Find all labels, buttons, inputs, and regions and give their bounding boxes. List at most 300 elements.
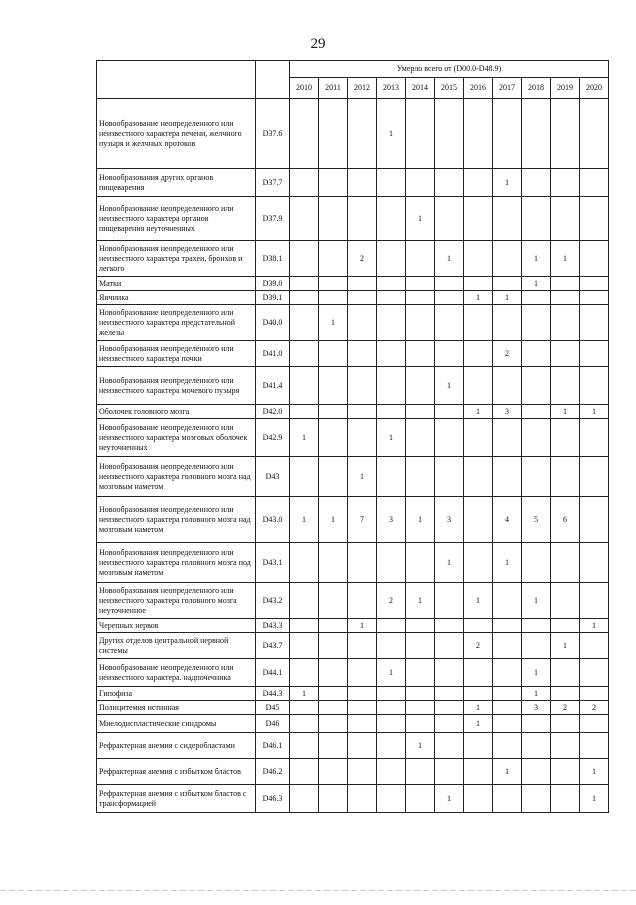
death-count-cell [464, 543, 493, 583]
death-count-cell [377, 543, 406, 583]
death-count-cell [580, 341, 609, 367]
diagnosis-name-cell: Новообразования неопределенного или неизвестного характера головного мозга над мозговым наметом [97, 497, 256, 543]
icd-code-cell: D37.9 [256, 197, 290, 241]
death-count-cell [435, 305, 464, 341]
death-count-cell [406, 169, 435, 197]
death-count-cell [290, 277, 319, 291]
death-count-cell [348, 197, 377, 241]
death-count-cell: 1 [290, 419, 319, 457]
icd-code-cell: D46.1 [256, 733, 290, 759]
death-count-cell [319, 457, 348, 497]
death-count-cell [464, 497, 493, 543]
table-row [97, 687, 609, 701]
death-count-cell [406, 701, 435, 715]
death-count-cell [348, 305, 377, 341]
death-count-cell [522, 169, 551, 197]
death-count-cell: 2 [377, 583, 406, 619]
death-count-cell [464, 277, 493, 291]
death-count-cell [551, 305, 580, 341]
death-count-cell [377, 241, 406, 277]
mortality-table [96, 60, 609, 813]
icd-code-cell: D38.1 [256, 241, 290, 277]
death-count-cell [580, 583, 609, 619]
diagnosis-name-cell: Новообразование неопределенного или неизвестного характера органов пищеварения неуточненных [97, 197, 256, 241]
death-count-cell [464, 619, 493, 633]
table-row [97, 583, 609, 619]
icd-code-cell: D43 [256, 457, 290, 497]
death-count-cell [290, 733, 319, 759]
death-count-cell: 2 [493, 341, 522, 367]
diagnosis-name-cell: Рефрактерная анемия с сидеробластами [97, 733, 256, 759]
death-count-cell: 5 [522, 497, 551, 543]
death-count-cell [377, 715, 406, 733]
death-count-cell [435, 619, 464, 633]
death-count-cell: 1 [580, 619, 609, 633]
death-count-cell: 1 [493, 291, 522, 305]
death-count-cell [580, 305, 609, 341]
death-count-cell [290, 197, 319, 241]
death-count-cell: 1 [493, 169, 522, 197]
death-count-cell [580, 197, 609, 241]
death-count-cell [406, 457, 435, 497]
death-count-cell [406, 785, 435, 813]
death-count-cell [319, 291, 348, 305]
death-count-cell [290, 305, 319, 341]
death-count-cell [493, 99, 522, 169]
death-count-cell [522, 543, 551, 583]
death-count-cell [348, 715, 377, 733]
death-count-cell: 1 [464, 701, 493, 715]
death-count-cell [290, 701, 319, 715]
diagnosis-name-cell: Других отделов центральной нервной системы [97, 633, 256, 659]
death-count-cell: 1 [522, 241, 551, 277]
diagnosis-name-cell: Рефрактерная анемия с избытком бластов с трансформацией [97, 785, 256, 813]
death-count-cell [493, 367, 522, 405]
death-count-cell [406, 715, 435, 733]
death-count-cell [406, 687, 435, 701]
death-count-cell [377, 341, 406, 367]
death-count-cell [348, 759, 377, 785]
table-row [97, 633, 609, 659]
death-count-cell [435, 457, 464, 497]
death-count-cell [522, 405, 551, 419]
table-row [97, 405, 609, 419]
death-count-cell [522, 419, 551, 457]
table-row [97, 543, 609, 583]
diagnosis-name-cell: Новообразования других органов пищеварения [97, 169, 256, 197]
death-count-cell [551, 687, 580, 701]
death-count-cell [522, 733, 551, 759]
death-count-cell [551, 169, 580, 197]
death-count-cell [319, 99, 348, 169]
death-count-cell: 1 [464, 291, 493, 305]
death-count-cell: 1 [377, 419, 406, 457]
death-count-cell: 1 [319, 305, 348, 341]
death-count-cell [580, 241, 609, 277]
diagnosis-name-cell: Новообразование неопределенного или неизвестного характера печени, желчного пузыря и желчных протоков [97, 99, 256, 169]
death-count-cell [435, 633, 464, 659]
death-count-cell [406, 419, 435, 457]
diagnosis-name-cell: Оболочек головного мозга [97, 405, 256, 419]
death-count-cell [377, 305, 406, 341]
death-count-cell [580, 277, 609, 291]
death-count-cell: 1 [522, 687, 551, 701]
death-count-cell [522, 785, 551, 813]
icd-code-cell: D43.7 [256, 633, 290, 659]
header-year: 2011 [319, 78, 348, 99]
death-count-cell [319, 733, 348, 759]
death-count-cell [580, 543, 609, 583]
death-count-cell: 1 [435, 785, 464, 813]
death-count-cell [290, 659, 319, 687]
death-count-cell [464, 241, 493, 277]
death-count-cell [319, 405, 348, 419]
death-count-cell [290, 241, 319, 277]
death-count-cell: 1 [551, 241, 580, 277]
death-count-cell: 1 [406, 197, 435, 241]
death-count-cell [348, 543, 377, 583]
death-count-cell [319, 659, 348, 687]
death-count-cell [348, 341, 377, 367]
death-count-cell [290, 367, 319, 405]
death-count-cell [377, 277, 406, 291]
death-count-cell [435, 715, 464, 733]
death-count-cell [348, 733, 377, 759]
death-count-cell: 3 [522, 701, 551, 715]
diagnosis-name-cell: Новообразования неопределенного или неизвестного характера трахеи, бронхов и легкого [97, 241, 256, 277]
icd-code-cell: D41.0 [256, 341, 290, 367]
death-count-cell [464, 367, 493, 405]
death-count-cell [377, 197, 406, 241]
table-row [97, 291, 609, 305]
death-count-cell: 1 [406, 583, 435, 619]
icd-code-cell: D37.6 [256, 99, 290, 169]
icd-code-cell: D46.3 [256, 785, 290, 813]
death-count-cell [493, 733, 522, 759]
death-count-cell [348, 583, 377, 619]
death-count-cell [464, 659, 493, 687]
death-count-cell [290, 759, 319, 785]
icd-code-cell: D46.2 [256, 759, 290, 785]
icd-code-cell: D45 [256, 701, 290, 715]
death-count-cell: 1 [348, 457, 377, 497]
header-year: 2018 [522, 78, 551, 99]
death-count-cell: 1 [377, 99, 406, 169]
scan-artifact-line [0, 890, 636, 891]
death-count-cell [435, 405, 464, 419]
death-count-cell [435, 583, 464, 619]
diagnosis-name-cell: Гипофиза [97, 687, 256, 701]
death-count-cell [290, 291, 319, 305]
death-count-cell [551, 733, 580, 759]
icd-code-cell: D39.1 [256, 291, 290, 305]
diagnosis-name-cell: Новообразования неопределенного или неизвестного характера мочевого пузыря [97, 367, 256, 405]
death-count-cell [580, 497, 609, 543]
death-count-cell [435, 277, 464, 291]
diagnosis-name-cell: Новообразование неопределенного или неизвестного характера предстательной железы [97, 305, 256, 341]
death-count-cell [493, 305, 522, 341]
death-count-cell [551, 457, 580, 497]
death-count-cell [580, 367, 609, 405]
death-count-cell [493, 619, 522, 633]
death-count-cell [348, 785, 377, 813]
death-count-cell [319, 701, 348, 715]
header-year: 2012 [348, 78, 377, 99]
death-count-cell [319, 277, 348, 291]
death-count-cell [493, 583, 522, 619]
death-count-cell [493, 659, 522, 687]
icd-code-cell: D41.4 [256, 367, 290, 405]
death-count-cell [580, 715, 609, 733]
death-count-cell [377, 733, 406, 759]
death-count-cell [551, 785, 580, 813]
death-count-cell: 2 [580, 701, 609, 715]
icd-code-cell: D39.0 [256, 277, 290, 291]
death-count-cell [464, 759, 493, 785]
death-count-cell [319, 759, 348, 785]
death-count-cell [319, 633, 348, 659]
death-count-cell: 6 [551, 497, 580, 543]
death-count-cell [522, 341, 551, 367]
death-count-cell [348, 419, 377, 457]
death-count-cell [464, 305, 493, 341]
death-count-cell [435, 197, 464, 241]
death-count-cell [493, 277, 522, 291]
table-row [97, 659, 609, 687]
death-count-cell [435, 701, 464, 715]
diagnosis-name-cell: Новообразования неопределенного или неизвестного характера головного мозга неуточненное [97, 583, 256, 619]
icd-code-cell: D43.1 [256, 543, 290, 583]
table-row [97, 277, 609, 291]
death-count-cell [319, 197, 348, 241]
death-count-cell [406, 99, 435, 169]
table-row [97, 733, 609, 759]
death-count-cell: 1 [551, 633, 580, 659]
death-count-cell [522, 291, 551, 305]
death-count-cell [435, 341, 464, 367]
death-count-cell [435, 291, 464, 305]
death-count-cell [319, 543, 348, 583]
death-count-cell [464, 169, 493, 197]
death-count-cell [290, 715, 319, 733]
death-count-cell [377, 291, 406, 305]
death-count-cell [290, 543, 319, 583]
header-code-cell [256, 61, 290, 99]
death-count-cell [435, 169, 464, 197]
death-count-cell [551, 659, 580, 687]
death-count-cell [551, 99, 580, 169]
death-count-cell: 3 [435, 497, 464, 543]
death-count-cell: 1 [522, 583, 551, 619]
death-count-cell [493, 715, 522, 733]
death-count-cell [522, 759, 551, 785]
death-count-cell [551, 419, 580, 457]
death-count-cell: 1 [464, 405, 493, 419]
death-count-cell [377, 759, 406, 785]
death-count-cell: 1 [580, 405, 609, 419]
icd-code-cell: D46 [256, 715, 290, 733]
death-count-cell [551, 715, 580, 733]
diagnosis-name-cell: Полицитемия истинная [97, 701, 256, 715]
death-count-cell [406, 759, 435, 785]
death-count-cell [290, 583, 319, 619]
death-count-cell [580, 99, 609, 169]
death-count-cell [319, 367, 348, 405]
death-count-cell [464, 687, 493, 701]
death-count-cell [290, 457, 319, 497]
table-row [97, 341, 609, 367]
icd-code-cell: D44.3 [256, 687, 290, 701]
death-count-cell [580, 659, 609, 687]
death-count-cell [435, 99, 464, 169]
death-count-cell [290, 169, 319, 197]
death-count-cell [522, 715, 551, 733]
death-count-cell: 2 [464, 633, 493, 659]
death-count-cell [493, 633, 522, 659]
diagnosis-name-cell: Новообразования неопределенного или неизвестного характера почки [97, 341, 256, 367]
death-count-cell: 1 [580, 759, 609, 785]
table-row [97, 241, 609, 277]
death-count-cell [464, 197, 493, 241]
icd-code-cell: D43.2 [256, 583, 290, 619]
death-count-cell [348, 169, 377, 197]
death-count-cell [522, 367, 551, 405]
death-count-cell: 1 [493, 543, 522, 583]
death-count-cell [290, 633, 319, 659]
death-count-cell [290, 99, 319, 169]
table-row [97, 759, 609, 785]
death-count-cell [464, 733, 493, 759]
death-count-cell [580, 733, 609, 759]
death-count-cell: 1 [522, 659, 551, 687]
death-count-cell [348, 277, 377, 291]
death-count-cell [580, 457, 609, 497]
death-count-cell: 1 [319, 497, 348, 543]
death-count-cell [522, 197, 551, 241]
death-count-cell [348, 367, 377, 405]
death-count-cell [406, 619, 435, 633]
death-count-cell [377, 687, 406, 701]
header-year: 2015 [435, 78, 464, 99]
diagnosis-name-cell: Новообразование неопределенного или неизвестного характера мозговых оболочек неуточненных [97, 419, 256, 457]
death-count-cell [464, 457, 493, 497]
table-row [97, 715, 609, 733]
death-count-cell [406, 291, 435, 305]
death-count-cell [290, 785, 319, 813]
death-count-cell [406, 405, 435, 419]
death-count-cell [435, 687, 464, 701]
death-count-cell [406, 543, 435, 583]
death-count-cell [348, 633, 377, 659]
diagnosis-name-cell: Новообразования неопределенного или неизвестного характера головного мозга под мозговым наметом [97, 543, 256, 583]
header-year: 2013 [377, 78, 406, 99]
page-number: 29 [310, 36, 326, 52]
death-count-cell [551, 583, 580, 619]
diagnosis-name-cell: Новообразования неопределенного или неизвестного характера головного мозга над мозговым наметом [97, 457, 256, 497]
diagnosis-name-cell: Новообразование неопределенного или неизвестного характера. надпочечника [97, 659, 256, 687]
death-count-cell [377, 785, 406, 813]
death-count-cell [580, 169, 609, 197]
death-count-cell: 3 [377, 497, 406, 543]
table-row [97, 457, 609, 497]
death-count-cell [551, 341, 580, 367]
death-count-cell: 1 [435, 543, 464, 583]
death-count-cell [551, 543, 580, 583]
death-count-cell [406, 277, 435, 291]
header-year: 2017 [493, 78, 522, 99]
table-row [97, 419, 609, 457]
death-count-cell [551, 619, 580, 633]
header-year: 2010 [290, 78, 319, 99]
death-count-cell [348, 659, 377, 687]
table-row [97, 785, 609, 813]
death-count-cell [435, 659, 464, 687]
death-count-cell [435, 759, 464, 785]
death-count-cell: 1 [493, 759, 522, 785]
death-count-cell: 1 [435, 241, 464, 277]
death-count-cell: 1 [377, 659, 406, 687]
header-group-title: Умерло всего от (D00.0-D48.9) [290, 61, 609, 78]
death-count-cell [493, 785, 522, 813]
icd-code-cell: D44.1 [256, 659, 290, 687]
death-count-cell [551, 197, 580, 241]
death-count-cell [551, 277, 580, 291]
header-year: 2019 [551, 78, 580, 99]
death-count-cell [377, 169, 406, 197]
death-count-cell [290, 619, 319, 633]
death-count-cell [580, 291, 609, 305]
table-row [97, 367, 609, 405]
death-count-cell [406, 633, 435, 659]
death-count-cell [377, 701, 406, 715]
death-count-cell [522, 457, 551, 497]
death-count-cell [435, 733, 464, 759]
death-count-cell [348, 405, 377, 419]
table-row [97, 619, 609, 633]
death-count-cell [290, 341, 319, 367]
death-count-cell [464, 785, 493, 813]
table-row [97, 169, 609, 197]
death-count-cell: 1 [464, 715, 493, 733]
header-year: 2020 [580, 78, 609, 99]
death-count-cell [551, 291, 580, 305]
death-count-cell: 1 [406, 733, 435, 759]
death-count-cell [580, 633, 609, 659]
diagnosis-name-cell: Матки [97, 277, 256, 291]
table-row [97, 197, 609, 241]
death-count-cell [319, 583, 348, 619]
diagnosis-name-cell: Миелодиспластические синдромы [97, 715, 256, 733]
icd-code-cell: D37.7 [256, 169, 290, 197]
death-count-cell [348, 99, 377, 169]
death-count-cell [319, 169, 348, 197]
death-count-cell [319, 419, 348, 457]
death-count-cell [319, 619, 348, 633]
death-count-cell: 1 [522, 277, 551, 291]
death-count-cell: 1 [406, 497, 435, 543]
death-count-cell [493, 419, 522, 457]
diagnosis-name-cell: Черепных нервов [97, 619, 256, 633]
death-count-cell [464, 341, 493, 367]
header-year: 2014 [406, 78, 435, 99]
death-count-cell [406, 305, 435, 341]
diagnosis-name-cell: Яичника [97, 291, 256, 305]
death-count-cell [406, 659, 435, 687]
icd-code-cell: D42.0 [256, 405, 290, 419]
death-count-cell [406, 241, 435, 277]
death-count-cell [406, 341, 435, 367]
death-count-cell [522, 305, 551, 341]
